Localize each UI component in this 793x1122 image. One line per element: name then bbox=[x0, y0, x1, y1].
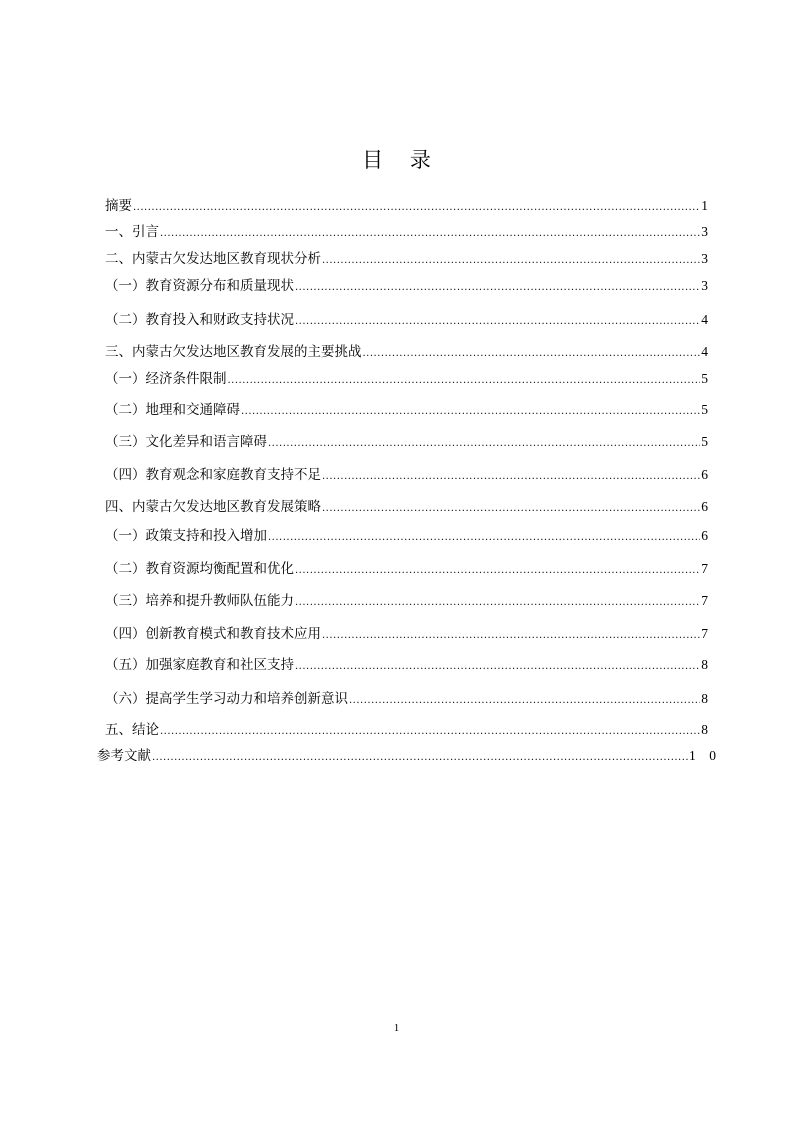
toc-entry-title: 五、结论 bbox=[105, 722, 159, 738]
toc-entry bbox=[105, 311, 708, 331]
toc-leader-dots bbox=[295, 658, 700, 676]
toc-entry bbox=[105, 223, 708, 243]
toc-leader-dots bbox=[295, 594, 700, 612]
toc-leader-dots bbox=[295, 313, 700, 331]
toc-entry-page: 1 0 bbox=[689, 748, 716, 763]
toc-leader-dots bbox=[152, 749, 688, 767]
toc-entry-title: 参考文献 bbox=[97, 748, 151, 764]
toc-entry bbox=[105, 466, 708, 486]
toc-entry-page: 7 bbox=[701, 561, 708, 576]
toc-entry bbox=[105, 527, 708, 547]
toc-entry bbox=[105, 370, 708, 390]
toc-leader-dots bbox=[241, 403, 700, 421]
toc-entry-title: （一）政策支持和投入增加 bbox=[105, 528, 267, 544]
toc-entry-page: 4 bbox=[701, 312, 708, 327]
toc-entry-page: 7 bbox=[701, 626, 708, 641]
toc-entry-title: （一）经济条件限制 bbox=[105, 371, 227, 387]
toc-entry-title: （二）教育资源均衡配置和优化 bbox=[105, 561, 294, 577]
toc-entry-title: （一）教育资源分布和质量现状 bbox=[105, 278, 294, 294]
toc-leader-dots bbox=[295, 279, 700, 297]
toc-entry-title: （六）提高学生学习动力和培养创新意识 bbox=[105, 691, 348, 707]
toc-entry-title: 四、内蒙古欠发达地区教育发展策略 bbox=[105, 499, 321, 515]
toc-entry-title: （二）地理和交通障碍 bbox=[105, 402, 240, 418]
toc-entry bbox=[105, 721, 708, 741]
toc-entry-page: 6 bbox=[701, 499, 708, 514]
toc-entry-page: 3 bbox=[701, 251, 708, 266]
toc-entry-page: 8 bbox=[701, 691, 708, 706]
toc-leader-dots bbox=[133, 199, 700, 217]
toc-leader-dots bbox=[268, 529, 700, 547]
toc-entry bbox=[105, 560, 708, 580]
toc-leader-dots bbox=[322, 500, 700, 518]
toc-leader-dots bbox=[349, 692, 700, 710]
toc-entry bbox=[105, 401, 708, 421]
toc-entry-title: （三）培养和提升教师队伍能力 bbox=[105, 593, 294, 609]
toc-entry-page: 5 bbox=[701, 371, 708, 386]
toc-entry bbox=[105, 656, 708, 676]
toc-leader-dots bbox=[160, 723, 700, 741]
toc-title: 目 录 bbox=[362, 148, 441, 172]
toc-entry-page: 5 bbox=[701, 434, 708, 449]
toc-leader-dots bbox=[228, 372, 701, 390]
toc-entry-title: 二、内蒙古欠发达地区教育现状分析 bbox=[105, 251, 321, 267]
toc-entry bbox=[105, 343, 708, 363]
toc-entry-title: 三、内蒙古欠发达地区教育发展的主要挑战 bbox=[105, 344, 362, 360]
toc-entry-title: 一、引言 bbox=[105, 224, 159, 240]
toc-entry-title: （四）教育观念和家庭教育支持不足 bbox=[105, 467, 321, 483]
toc-leader-dots bbox=[160, 225, 700, 243]
toc-entry-page: 8 bbox=[701, 657, 708, 672]
toc-entry-page: 6 bbox=[701, 467, 708, 482]
toc-entry-title: （三）文化差异和语言障碍 bbox=[105, 434, 267, 450]
toc-entry bbox=[105, 250, 708, 270]
toc-leader-dots bbox=[322, 627, 700, 645]
toc-leader-dots bbox=[363, 345, 701, 363]
toc-entry-title: 摘要 bbox=[105, 198, 132, 214]
toc-entry bbox=[105, 197, 708, 217]
toc-entry-title: （二）教育投入和财政支持状况 bbox=[105, 312, 294, 328]
toc-entry bbox=[105, 592, 708, 612]
toc-entry-page: 7 bbox=[701, 593, 708, 608]
toc-entry-page: 5 bbox=[701, 402, 708, 417]
toc-entry bbox=[105, 625, 708, 645]
toc-entry-page: 4 bbox=[701, 344, 708, 359]
toc-entry bbox=[105, 690, 708, 710]
toc-entry-page: 6 bbox=[701, 528, 708, 543]
toc-entry-page: 3 bbox=[701, 278, 708, 293]
toc-entry bbox=[105, 498, 708, 518]
toc-entry-page: 3 bbox=[701, 224, 708, 239]
toc-leader-dots bbox=[322, 252, 700, 270]
toc-entry-page: 1 bbox=[701, 198, 708, 213]
toc-leader-dots bbox=[322, 468, 700, 486]
toc-entry-title: （五）加强家庭教育和社区支持 bbox=[105, 657, 294, 673]
toc-entry-title: （四）创新教育模式和教育技术应用 bbox=[105, 626, 321, 642]
page-number: 1 bbox=[393, 1022, 400, 1034]
toc-entry bbox=[97, 747, 716, 767]
toc-leader-dots bbox=[268, 435, 700, 453]
toc-entry bbox=[105, 433, 708, 453]
toc-entry-page: 8 bbox=[701, 722, 708, 737]
toc-leader-dots bbox=[295, 562, 700, 580]
toc-entry bbox=[105, 277, 708, 297]
